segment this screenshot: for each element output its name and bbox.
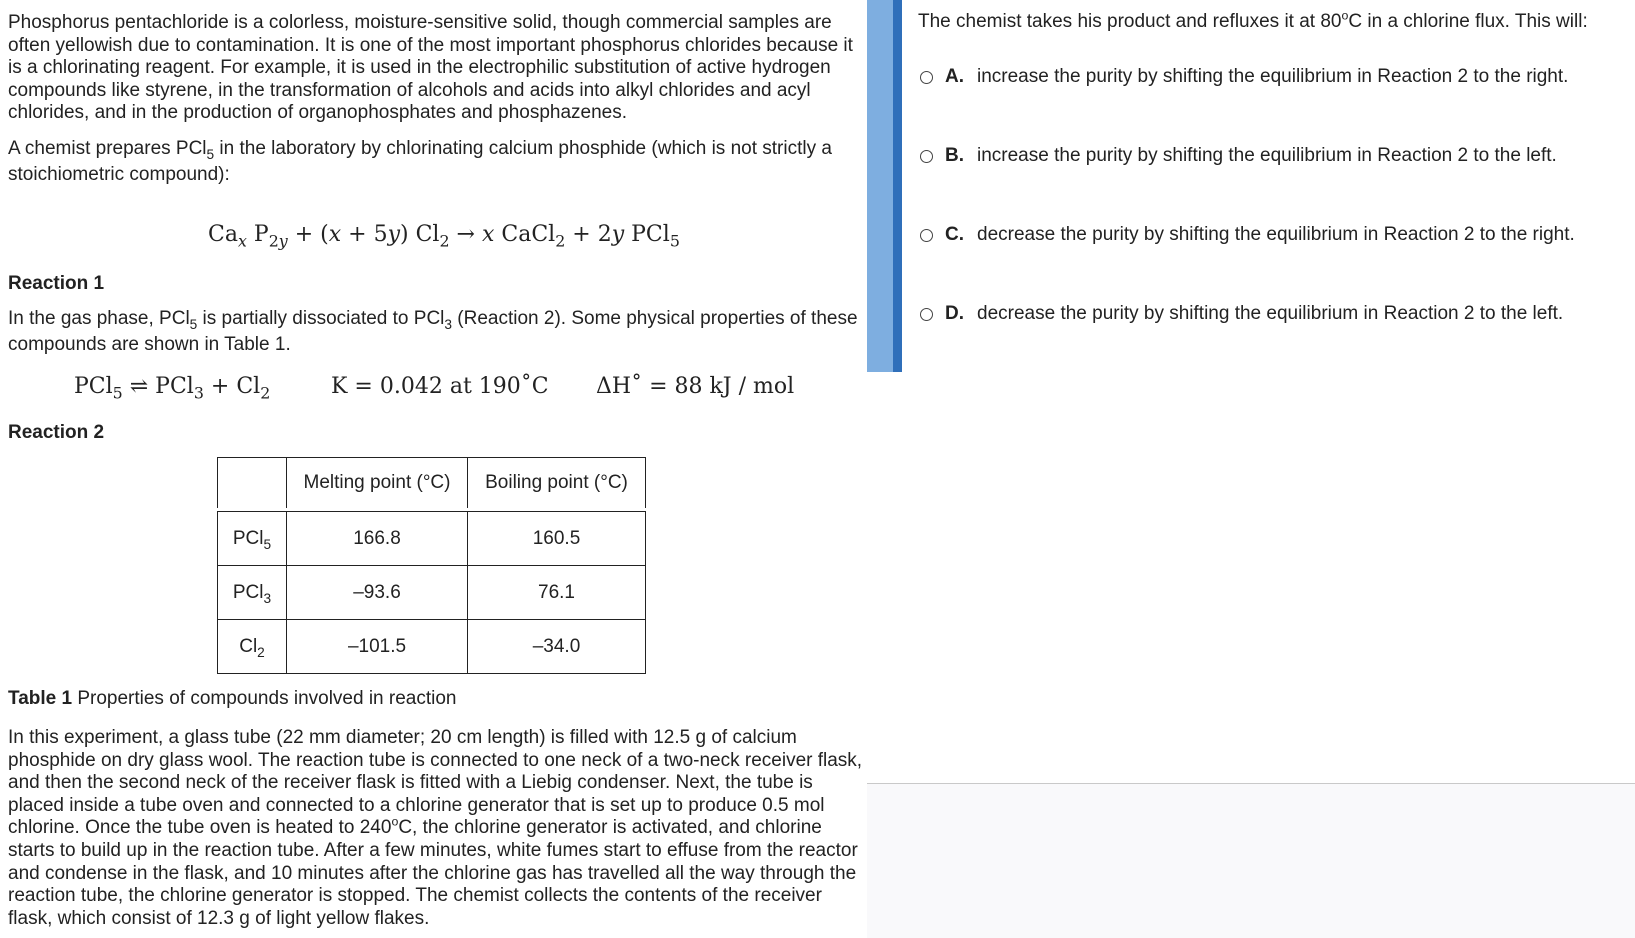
radio-button-icon[interactable]: [920, 308, 933, 321]
option-text: decrease the purity by shifting the equilibrium in Reaction 2 to the right.: [977, 224, 1575, 245]
pane-divider-handle[interactable]: [893, 0, 902, 372]
answer-option-a[interactable]: [920, 66, 1568, 88]
preparation-paragraph: A chemist prepares PCl$_5$ in the laboratory by chlorinating calcium phosphide (which is not strictly a stoichiometric compound):: [8, 138, 832, 185]
option-letter: C.: [945, 224, 964, 245]
enthalpy-value: ΔH˚ = 88 kJ / mol: [596, 374, 795, 399]
gas-phase-paragraph: In the gas phase, PCl$_5$ is partially dissociated to PCl$_3$ (Reaction 2). Some physical properties of these compounds are shown in Table 1.: [8, 308, 858, 355]
compound-cell: PCl$_3$: [217, 565, 286, 619]
option-text: decrease the purity by shifting the equilibrium in Reaction 2 to the left.: [977, 303, 1564, 324]
reaction-1-label: Reaction 1: [8, 273, 105, 294]
table-caption: Table 1 Properties of compounds involved in reaction: [8, 688, 457, 709]
boiling-point-cell: 160.5: [467, 511, 646, 565]
answer-option-d[interactable]: [920, 303, 1563, 325]
equilibrium-constant: K = 0.042 at 190˚C: [331, 374, 549, 399]
table-row: [217, 565, 646, 619]
experiment-paragraph: In this experiment, a glass tube (22 mm diameter; 20 cm length) is filled with 12.5 g of calcium phosphide on dry glass wool. The reaction tube is connected to one neck of a two-neck receiver flask, and then the second neck of the receiver flask is fitted with a Liebig condenser. Next, the tube is placed inside a tube oven and connected to a chlorine generator that is set up to produce 0.5 mol chlorine. Once the tube oven is heated to 240$^o$C, the chlorine generator is activated, and chlorine starts to build up in the reaction tube. After a few minutes, white fumes start to effuse from the reactor and condense in the flask, and 10 minutes after the chlorine gas has travelled all the way through the reaction tube, the chlorine generator is stopped. The chemist collects the contents of the receiver flask, which consist of 12.3 g of light yellow flakes.: [8, 727, 863, 929]
boiling-point-cell: 76.1: [467, 565, 646, 619]
answer-option-c[interactable]: [920, 224, 1575, 246]
properties-table: [217, 457, 646, 674]
compound-cell: PCl$_5$: [217, 511, 286, 565]
option-letter: A.: [945, 66, 964, 87]
radio-button-icon[interactable]: [920, 71, 933, 84]
radio-button-icon[interactable]: [920, 229, 933, 242]
table-header-boiling: Boiling point (°C): [467, 457, 646, 508]
melting-point-cell: –101.5: [286, 619, 467, 674]
answer-option-b[interactable]: [920, 145, 1557, 167]
compound-cell: $Cl_2$: [217, 619, 286, 674]
boiling-point-cell: –34.0: [467, 619, 646, 674]
table-header-empty: [217, 457, 286, 508]
radio-button-icon[interactable]: [920, 150, 933, 163]
pane-divider[interactable]: [867, 0, 902, 372]
question-stem: The chemist takes his product and refluxes it at 80$^o$C in a chlorine flux. This will:: [918, 8, 1588, 32]
reaction-2-label: Reaction 2: [8, 422, 105, 443]
option-letter: D.: [945, 303, 964, 324]
table-row: [217, 511, 646, 565]
table-header-melting: Melting point (°C): [286, 457, 467, 508]
intro-paragraph: Phosphorus pentachloride is a colorless, moisture-sensitive solid, though commercial samples are often yellowish due to contamination. It is one of the most important phosphorus chlorides because it is a chlorinating reagent. For example, it is used in the electrophilic substitution of active hydrogen compounds like styrene, in the transformation of alcohols and acids into alkyl chlorides and acyl chlorides, and in the production of organophosphates and phosphazenes.: [8, 12, 853, 124]
table-row: [217, 619, 646, 674]
melting-point-cell: 166.8: [286, 511, 467, 565]
option-text: increase the purity by shifting the equilibrium in Reaction 2 to the left.: [977, 145, 1557, 166]
table-header-row: [217, 457, 646, 508]
reaction-1-equation: $Ca_x$ $P_{2y} + (x + 5y) Cl_2 \to x$ CaCl$_2$ + 2y PCl$_5$: [208, 222, 680, 251]
melting-point-cell: –93.6: [286, 565, 467, 619]
option-text: increase the purity by shifting the equilibrium in Reaction 2 to the right.: [977, 66, 1569, 87]
option-letter: B.: [945, 145, 964, 166]
bottom-pane: [867, 784, 1635, 938]
reaction-2-equation: PCl$_5$ ⇌ $PCl_3 + Cl_2$: [74, 374, 271, 403]
